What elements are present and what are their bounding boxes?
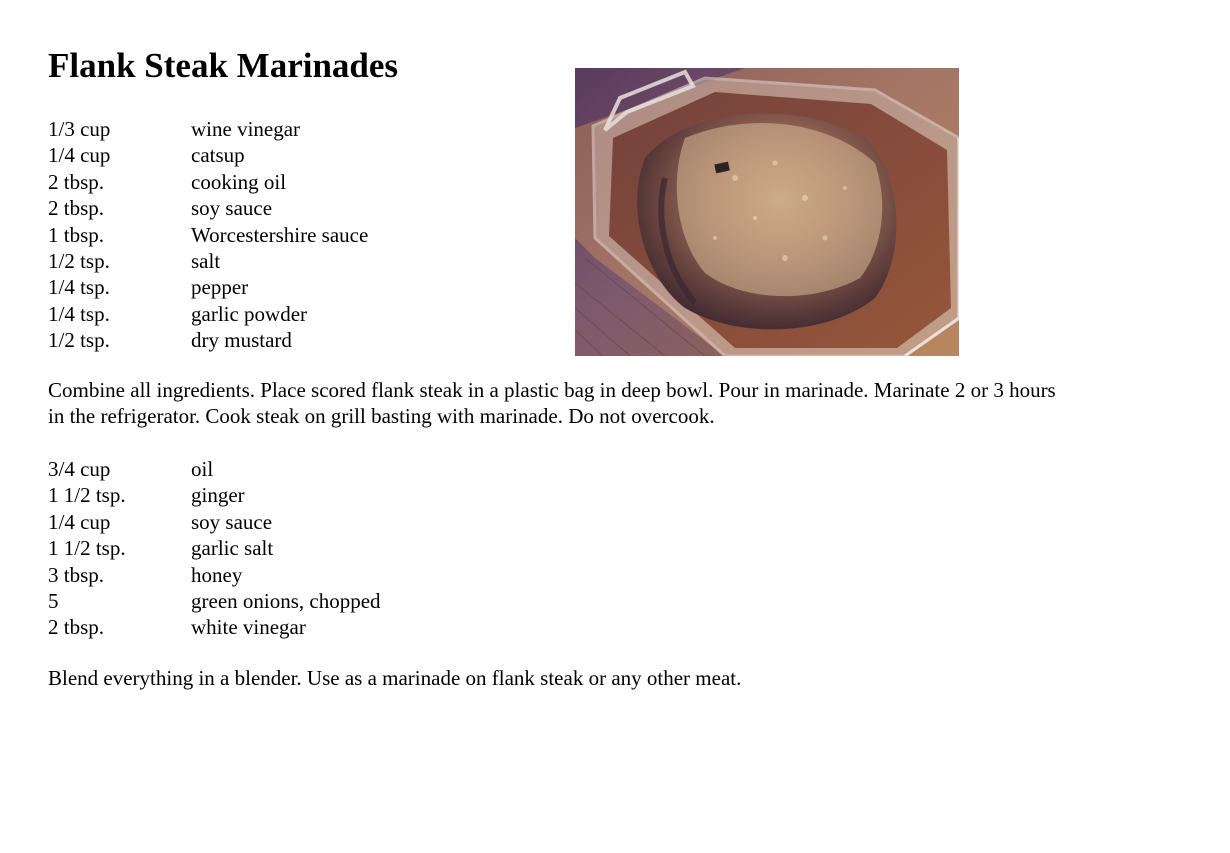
ingredient-name: garlic salt (191, 536, 274, 561)
ingredient-quantity: 1/4 cup (48, 143, 111, 168)
ingredient-name: wine vinegar (191, 117, 301, 141)
ingredient-name: dry mustard (191, 328, 292, 353)
recipe-2-instructions: Blend everything in a blender. Use as a marinade on flank steak or any other meat. (48, 666, 742, 690)
ingredient-quantity: 1/4 tsp. (48, 301, 110, 326)
ingredient-name: honey (191, 562, 243, 587)
ingredient-name: oil (191, 457, 214, 481)
ingredient-name: white vinegar (191, 615, 306, 640)
ingredient-quantity: 1/2 tsp. (48, 328, 110, 353)
ingredient-name: soy sauce (191, 196, 273, 221)
ingredient-quantity: 1 1/2 tsp. (48, 536, 126, 561)
ingredient-quantity: 3 tbsp. (48, 562, 105, 587)
ingredient-quantity: 1 tbsp. (48, 222, 105, 247)
ingredient-name: green onions, chopped (191, 588, 381, 613)
ingredient-name: salt (191, 248, 221, 273)
page-title: Flank Steak Marinades (48, 46, 399, 85)
ingredient-quantity: 1/4 cup (48, 509, 111, 534)
steak-photo (575, 68, 959, 356)
ingredient-name: cooking oil (191, 169, 287, 194)
ingredient-quantity: 5 (48, 588, 59, 613)
ingredient-name: ginger (191, 483, 245, 508)
ingredient-name: garlic powder (191, 301, 308, 326)
ingredient-quantity: 1 1/2 tsp. (48, 483, 126, 508)
ingredient-quantity: 2 tbsp. (48, 169, 105, 194)
ingredient-name: pepper (191, 275, 249, 300)
ingredient-quantity: 1/3 cup (48, 117, 111, 141)
ingredient-quantity: 3/4 cup (48, 457, 111, 481)
ingredient-quantity: 2 tbsp. (48, 196, 105, 221)
ingredient-quantity: 1/4 tsp. (48, 275, 110, 300)
ingredient-name: Worcestershire sauce (191, 222, 369, 247)
ingredient-name: catsup (191, 143, 245, 168)
ingredient-quantity: 2 tbsp. (48, 615, 105, 640)
ingredient-quantity: 1/2 tsp. (48, 248, 110, 273)
recipe-1-instructions: Combine all ingredients. Place scored flank steak in a plastic bag in deep bowl. Pour in marinade. Marinate 2 or 3 hours in the refrigerator. Cook steak on grill basting with marinade. Do not overcook. (48, 378, 1056, 429)
ingredient-name: soy sauce (191, 509, 273, 534)
